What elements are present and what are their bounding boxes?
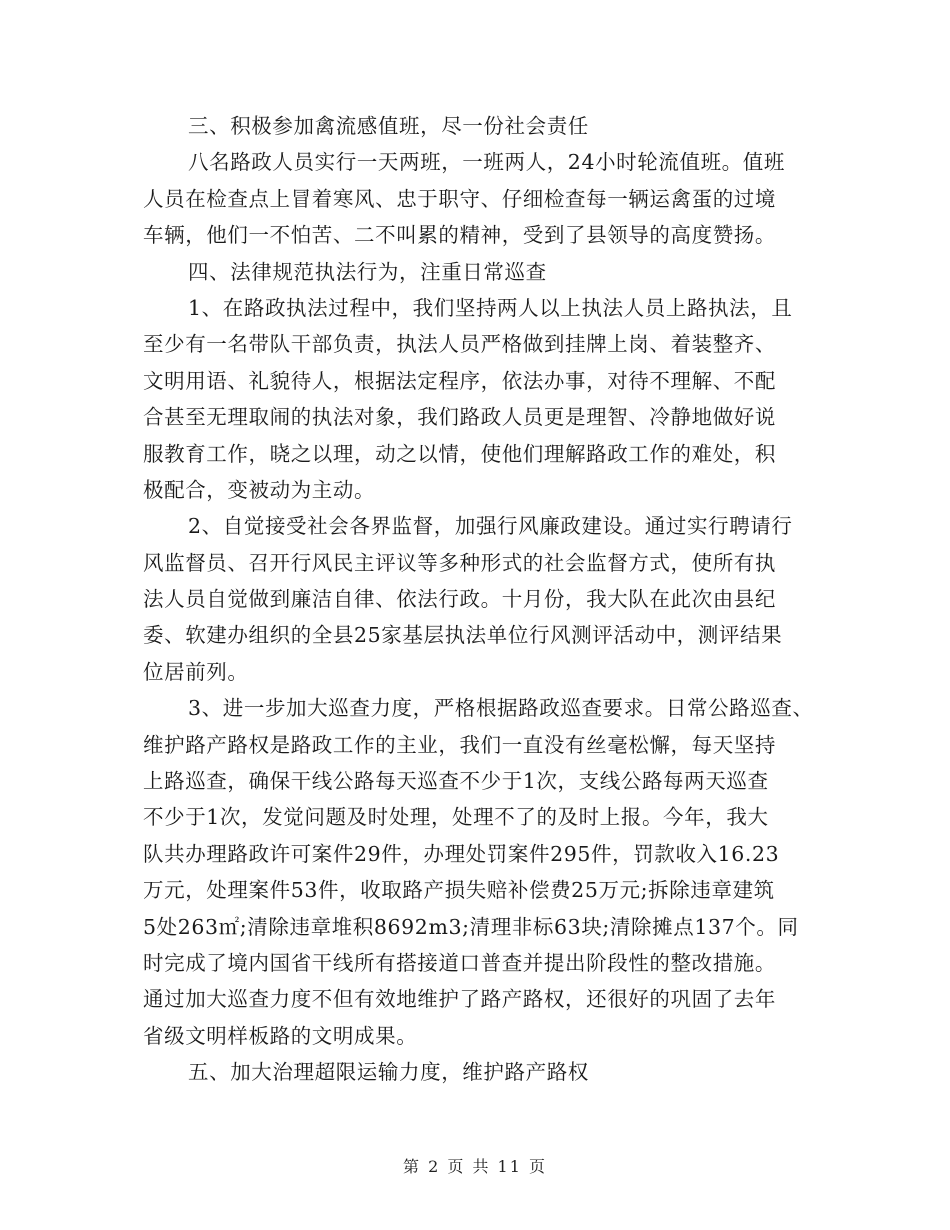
text-line: 车辆，他们一不怕苦、二不叫累的精神，受到了县领导的高度赞扬。 xyxy=(143,223,776,248)
text-line: 五、加大治理超限运输力度，维护路产路权 xyxy=(188,1060,589,1085)
text-line: 上路巡查，确保干线公路每天巡查不少于1次，支线公路每两天巡查 xyxy=(143,769,769,794)
text-line: 1、在路政执法过程中，我们坚持两人以上执法人员上路执法，且 xyxy=(188,295,793,320)
text-line: 八名路政人员实行一天两班，一班两人，24小时轮流值班。值班 xyxy=(188,150,785,175)
text-line: 合甚至无理取闹的执法对象，我们路政人员更是理智、冷静地做好说 xyxy=(143,405,776,430)
text-line: 文明用语、礼貌待人，根据法定程序，依法办事，对待不理解、不配 xyxy=(143,368,776,393)
text-line: 风监督员、召开行风民主评议等多种形式的社会监督方式，使所有执 xyxy=(143,550,776,575)
text-line: 至少有一名带队干部负责，执法人员严格做到挂牌上岗、着装整齐、 xyxy=(143,332,776,357)
text-line: 人员在检查点上冒着寒风、忠于职守、仔细检查每一辆运禽蛋的过境 xyxy=(143,186,776,211)
text-line: 位居前列。 xyxy=(143,659,249,684)
text-line: 四、法律规范执法行为，注重日常巡查 xyxy=(188,259,547,284)
text-line: 服教育工作，晓之以理，动之以情，使他们理解路政工作的难处，积 xyxy=(143,441,776,466)
text-line: 委、软建办组织的全县25家基层执法单位行风测评活动中，测评结果 xyxy=(143,623,783,648)
text-line: 3、进一步加大巡查力度，严格根据路政巡查要求。日常公路巡查、 xyxy=(188,696,814,721)
page-footer: 第 2 页 共 11 页 xyxy=(403,1157,547,1176)
document-body xyxy=(143,108,813,1091)
text-line: 省级文明样板路的文明成果。 xyxy=(143,1023,418,1048)
text-line: 维护路产路权是路政工作的主业，我们一直没有丝毫松懈，每天坚持 xyxy=(143,732,776,757)
text-line: 极配合，变被动为主动。 xyxy=(143,477,376,502)
text-line: 不少于1次，发觉问题及时处理，处理不了的及时上报。今年，我大 xyxy=(143,805,769,830)
text-line: 5处263㎡;清除违章堆积8692m3;清理非标63块;清除摊点137个。同 xyxy=(143,914,799,939)
text-line: 法人员自觉做到廉洁自律、依法行政。十月份，我大队在此次由县纪 xyxy=(143,587,776,612)
text-line: 时完成了境内国省干线所有搭接道口普查并提出阶段性的整改措施。 xyxy=(143,950,776,975)
text-line: 万元，处理案件53件，收取路产损失赔补偿费25万元;拆除违章建筑 xyxy=(143,878,775,903)
text-line: 队共办理路政许可案件29件，办理处罚案件295件，罚款收入16.23 xyxy=(143,841,780,866)
text-line: 三、积极参加禽流感值班，尽一份社会责任 xyxy=(188,114,589,138)
text-line: 2、自觉接受社会各界监督，加强行风廉政建设。通过实行聘请行 xyxy=(188,514,793,539)
text-line: 通过加大巡查力度不但有效地维护了路产路权，还很好的巩固了去年 xyxy=(143,987,776,1012)
